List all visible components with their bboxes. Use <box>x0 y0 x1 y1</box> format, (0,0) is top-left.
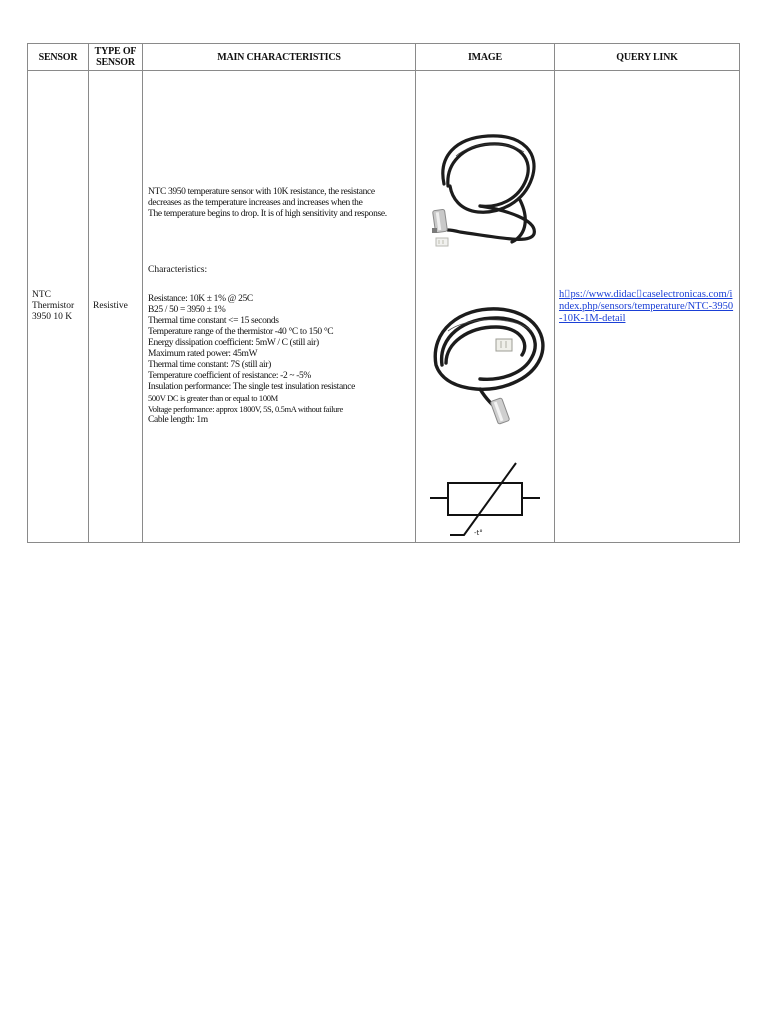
characteristic-item: Temperature range of the thermistor -40 °C to 150 °C <box>148 327 334 337</box>
characteristic-item: Temperature coefficient of resistance: -2 ~ -5% <box>148 371 311 381</box>
thermistor-symbol-icon <box>416 455 555 541</box>
characteristic-item: Cable length: 1m <box>148 415 208 425</box>
sensor-name-cell <box>28 71 89 543</box>
characteristics-list <box>148 294 410 426</box>
description-line: NTC 3950 temperature sensor with 10K resistance, the resistance <box>148 187 375 197</box>
image-cell <box>416 71 555 543</box>
header-row <box>28 44 740 71</box>
sensor-type: Resistive <box>93 301 128 311</box>
characteristics-cell <box>143 71 416 543</box>
characteristic-item: Insulation performance: The single test insulation resistance <box>148 382 355 392</box>
description-line: The temperature begins to drop. It is of high sensitivity and response. <box>148 209 387 219</box>
header-characteristics: MAIN CHARACTERISTICS <box>143 44 416 71</box>
characteristic-item: Energy dissipation coefficient: 5mW / C (still air) <box>148 338 319 348</box>
description <box>148 187 410 220</box>
table-row <box>28 71 740 543</box>
sensor-table <box>27 43 740 543</box>
header-type: TYPE OF SENSOR <box>89 44 143 71</box>
sensor-type-cell <box>89 71 143 543</box>
characteristic-item: Voltage performance: approx 1800V, 5S, 0.5mA without failure <box>148 404 343 414</box>
symbol-label: -t° <box>474 529 483 537</box>
header-query-link: QUERY LINK <box>555 44 740 71</box>
thermistor-cable-photo-2 <box>416 291 555 426</box>
characteristic-item: Thermal time constant: 7S (still air) <box>148 360 271 370</box>
query-link[interactable]: h⌷ps://www.didac⌷caselectronicas.com/index.php/sensors/temperature/NTC-3950-10K-1M-detail <box>559 288 734 324</box>
header-sensor: SENSOR <box>28 44 89 71</box>
characteristic-item: Resistance: 10K ± 1% @ 25C <box>148 294 253 304</box>
sensor-name: NTC Thermistor 3950 10 K <box>32 290 75 322</box>
thermistor-cable-photo-1 <box>416 126 555 256</box>
header-image: IMAGE <box>416 44 555 71</box>
query-link-cell <box>555 71 740 543</box>
characteristic-item: Maximum rated power: 45mW <box>148 349 258 359</box>
characteristic-item: Thermal time constant <= 15 seconds <box>148 316 279 326</box>
characteristic-item: 500V DC is greater than or equal to 100M <box>148 393 278 403</box>
characteristics-title: Characteristics: <box>148 265 208 275</box>
description-line: decreases as the temperature increases and increases when the <box>148 198 363 208</box>
characteristic-item: B25 / 50 = 3950 ± 1% <box>148 305 226 315</box>
